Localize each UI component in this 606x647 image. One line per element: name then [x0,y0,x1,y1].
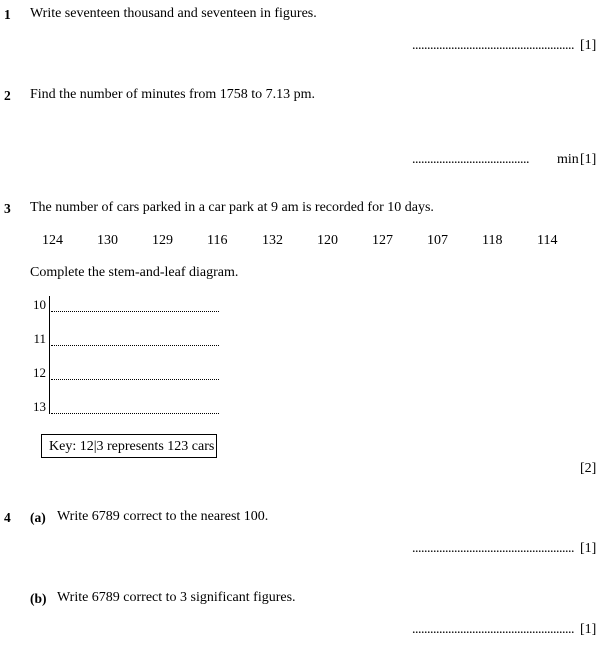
question-4a-marks: [1] [580,541,597,556]
question-3-marks: [2] [580,461,597,476]
question-1-marks: [1] [580,38,597,53]
question-1-text: Write seventeen thousand and seventeen in figures. [30,6,317,21]
stem-label: 13 [33,399,46,414]
question-2-answer-line[interactable]: ....................................... [412,152,529,167]
question-4b-answer-line[interactable]: ...................................................... [412,622,574,637]
question-4a-label: (a) [30,510,46,525]
stem-leaf-key: Key: 12|3 represents 123 cars [41,434,217,458]
question-4a-answer-line[interactable]: ...................................................... [412,541,574,556]
data-value: 114 [537,233,558,248]
question-1-number: 1 [4,7,11,22]
question-4a-text: Write 6789 correct to the nearest 100. [57,509,269,524]
stem-divider-line [49,296,50,414]
data-value: 127 [372,233,393,248]
question-4-number: 4 [4,510,11,525]
data-value: 118 [482,233,503,248]
question-3-number: 3 [4,201,11,216]
question-3-text: The number of cars parked in a car park at 9 am is recorded for 10 days. [30,200,434,215]
data-value: 120 [317,233,338,248]
data-value: 107 [427,233,448,248]
leaf-answer-line[interactable] [51,345,219,346]
stem-label: 12 [33,365,46,380]
data-value: 116 [207,233,228,248]
leaf-answer-line[interactable] [51,413,219,414]
stem-label: 10 [33,297,46,312]
question-2-text: Find the number of minutes from 1758 to 7.13 pm. [30,87,316,102]
question-4b-label: (b) [30,591,47,606]
leaf-answer-line[interactable] [51,311,219,312]
data-value: 124 [42,233,63,248]
question-4b-text: Write 6789 correct to 3 significant figures. [57,590,296,605]
data-value: 130 [97,233,118,248]
car-count-data-row [0,233,606,251]
data-value: 132 [262,233,283,248]
question-4b-marks: [1] [580,622,597,637]
leaf-answer-line[interactable] [51,379,219,380]
question-2-number: 2 [4,88,11,103]
stem-label: 11 [33,331,46,346]
question-2-unit: min [557,152,579,167]
data-value: 129 [152,233,173,248]
question-1-answer-line[interactable]: ...................................................... [412,38,574,53]
question-2-marks: [1] [580,152,597,167]
question-3-instruction: Complete the stem-and-leaf diagram. [30,265,239,280]
